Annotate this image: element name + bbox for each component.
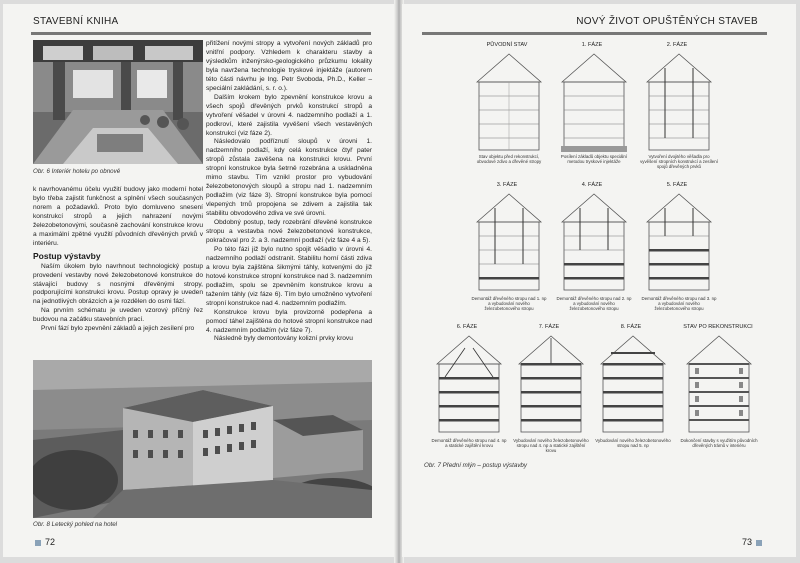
right-page	[402, 4, 796, 557]
building-section-phase5	[645, 192, 713, 292]
stage-label: 4. FÁZE	[581, 182, 603, 188]
stage-note: Demontáž dřevěného stropu nad 4. np a statické zajištění krovu	[431, 438, 507, 449]
paragraph: Následovalo podříznutí sloupů v úrovni 1. nadzemního podlaží, kdy celá konstrukce čtyř pater stropů zůstala zavěšena na konstrukci krovu. První stropní konstrukce byla šetrně rozebrána a uskladněna mimo stavbu. Tím vznikl prostor pro vybudování železobetonových sloupů a stropu nad 1. nadzemním podlažím (viz fáze 3). Stropní konstrukce byla pomocí vlepených trnů propojena se zdivem a zajistila tak stabilitu obvodového zdiva ve své úrovni.	[206, 138, 372, 218]
folio-marker	[35, 540, 41, 546]
stage-label: 3. FÁZE	[496, 182, 518, 188]
page-number: 72	[45, 537, 56, 547]
header-rule	[31, 32, 371, 35]
header-rule	[422, 32, 767, 35]
stage-label: 5. FÁZE	[666, 182, 688, 188]
page-number-right	[742, 537, 766, 547]
paragraph: Dalším krokem bylo zpevnění konstrukce krovu a všech spojů dřevěných prvků konstrukcí stropů a vytvoření věšadel v úrovni 4. nadzemního podlaží a 1. podkroví, které zajistila vyvěšení všech vestavěných konstrukcí (viz fáze 2).	[206, 93, 372, 137]
stage-label: 6. FÁZE	[456, 324, 478, 330]
building-section-phase7	[517, 334, 585, 434]
building-section-final	[685, 334, 753, 434]
building-section-original	[475, 52, 543, 152]
figure-8-caption: Obr. 8 Letecký pohled na hotel	[33, 521, 118, 528]
paragraph: Naším úkolem bylo navrhnout technologický postup provedení vestavby nové železobetonové konstrukce do stávající budovy s nosnými dřevěnými stropy, podporujícími konstrukci krovu. Postup opravy je uveden na jednotlivých obrázcích a je rozdělen do osmi fází.	[33, 262, 203, 306]
stage-label: PŮVODNÍ STAV	[486, 42, 528, 48]
paragraph: Obdobný postup, tedy rozebrání dřevěné konstrukce stropu a vestavba nové železobetonové konstrukce, pokračoval pro 2. a 3. nadzemní podlaží (viz fáze 4 a 5).	[206, 219, 372, 244]
stage-label: STAV PO REKONSTRUKCI	[683, 324, 753, 330]
stage-note: Posílení základů objektu speciální metodou tryskové injektáže	[560, 154, 628, 165]
text-column-2	[206, 40, 372, 344]
stage-note: Dokončení stavby s využitím původních dřevěných trámů v interiéru	[680, 438, 758, 449]
building-section-phase1	[560, 52, 628, 152]
building-section-phase4	[560, 192, 628, 292]
stage-label: 7. FÁZE	[538, 324, 560, 330]
paragraph: První fází bylo zpevnění základů a jejich zesílení pro	[41, 325, 195, 333]
running-head-left: STAVEBNÍ KNIHA	[33, 16, 119, 27]
building-section-phase2	[645, 52, 713, 152]
folio-marker	[756, 540, 762, 546]
section-heading: Postup výstavby	[33, 250, 101, 261]
paragraph: Na prvním schématu je uveden vzorový příčný řez budovou na začátku stavebních prací.	[33, 307, 203, 324]
paragraph: k navrhovanému účelu využití budovy jako moderní hotel bylo třeba zajistit funkčnost a splnění všech současných norem a požadavků. Proto bylo domluveno snesení konstrukcí stropů a jejich nahrazení novými železobetonovými, současně zachování konstrukce krovu a maximální zpětné využití původních dřevěných prvků v interiéru.	[33, 186, 203, 247]
stage-note: Vytvoření dvojitého věšadla pro vyvěšení stropních konstrukcí a zesílení spojů dřevěných prvků	[640, 154, 718, 170]
stage-label: 2. FÁZE	[666, 42, 688, 48]
text-column-1	[33, 186, 203, 334]
stage-note: Vybudování nového železobetonového stropu nad 5. np	[595, 438, 671, 449]
figure-7-caption: Obr. 7 Přední mlýn – postup výstavby	[424, 462, 527, 469]
paragraph: Po této fázi již bylo nutno spojit věšadlo v úrovni 4. nadzemního podlaží odstranit. Stabilitu horní části zdiva a krovu byla zajištěna šikmými táhly, kotvenými do již hotové konstrukce stropní konstrukce nad 3. nadzemním podlažím, spolu se zpevněním konstrukce krovu a tažením táhly (viz fáze 6). Tím bylo umožněno vytvoření stropní konstrukce nad 4. nadzemním podlažím.	[206, 245, 372, 307]
building-section-phase8	[599, 334, 667, 434]
building-section-phase6	[435, 334, 503, 434]
paragraph: Konstrukce krovu byla provizorně podepřena a pomocí táhel zajištěna do hotové stropní konstrukce nad 4. nadzemním podlažím (viz fáze 7).	[206, 308, 372, 334]
paragraph: přitížení novými stropy a vytvoření nových základů pro vnitřní podpory. Vzhledem k charakteru stavby a výsledkům inženýrsko-geologického průzkumu lokality byla navržena technologie tryskové injektáže (autorem této části návrhu je Ing. Petr Svoboda, Ph.D., Keller – speciální zakládání, s. r. o.).	[206, 40, 372, 92]
hotel-interior-photo	[33, 40, 203, 164]
stage-note: Demontáž dřevěného stropu nad 3. np a vybudování nového železobetonového stropu	[641, 296, 717, 312]
page-number: 73	[741, 537, 752, 547]
building-section-phase3	[475, 192, 543, 292]
stage-note: Vybudování nového železobetonového stropu nad 4. np a statické zajištění krovu	[513, 438, 589, 454]
figure-6-caption: Obr. 6 Interiér hotelu po obnově	[33, 168, 121, 175]
stage-note: Demontáž dřevěného stropu nad 1. np a vybudování nového železobetonového stropu	[471, 296, 547, 312]
stage-note: Stav objektu před rekonstrukcí, obvodové zdivo a dřevěné stropy	[476, 154, 542, 165]
paragraph: Následně byly demontovány kolizní prvky krovu	[214, 335, 353, 343]
left-page	[3, 4, 397, 557]
page-number-left	[31, 537, 55, 547]
stage-label: 8. FÁZE	[620, 324, 642, 330]
stage-note: Demontáž dřevěného stropu nad 2. np a vybudování nového železobetonového stropu	[556, 296, 632, 312]
running-head-right: NOVÝ ŽIVOT OPUŠTĚNÝCH STAVEB	[576, 16, 758, 27]
stage-label: 1. FÁZE	[581, 42, 603, 48]
aerial-hotel-photo	[33, 360, 372, 518]
